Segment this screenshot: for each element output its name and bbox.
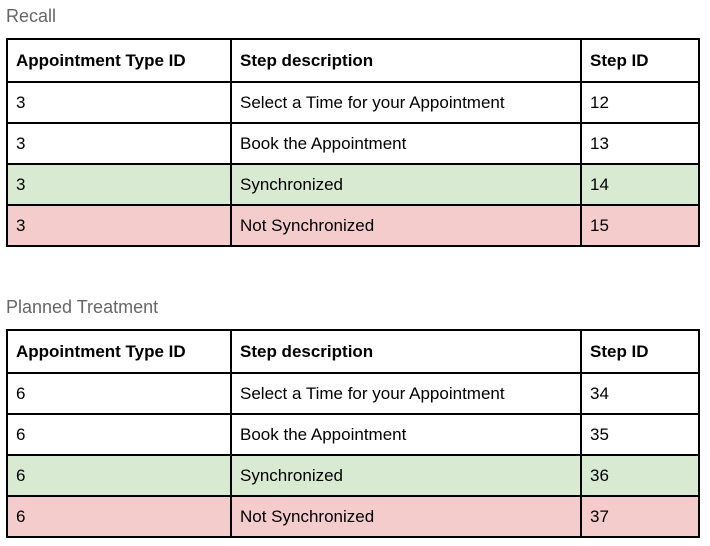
cell-step-id: 35 [581,414,699,455]
planned-treatment-table [6,329,700,538]
table-row-synchronized [7,164,699,205]
cell-step-description: Not Synchronized [231,205,581,246]
table-row-synchronized [7,455,699,496]
table-row [7,123,699,164]
header-appointment-type-id: Appointment Type ID [7,39,231,82]
cell-step-id: 36 [581,455,699,496]
table-row-not-synchronized [7,205,699,246]
cell-step-description: Book the Appointment [231,414,581,455]
cell-step-description: Synchronized [231,164,581,205]
table-row [7,82,699,123]
recall-table [6,38,700,247]
cell-appointment-type-id: 6 [7,373,231,414]
header-appointment-type-id: Appointment Type ID [7,330,231,373]
cell-appointment-type-id: 6 [7,455,231,496]
cell-appointment-type-id: 3 [7,205,231,246]
cell-appointment-type-id: 6 [7,496,231,537]
table-row-not-synchronized [7,496,699,537]
cell-step-id: 13 [581,123,699,164]
header-step-id: Step ID [581,330,699,373]
cell-appointment-type-id: 3 [7,123,231,164]
cell-step-description: Not Synchronized [231,496,581,537]
cell-step-description: Select a Time for your Appointment [231,82,581,123]
cell-step-id: 14 [581,164,699,205]
header-step-id: Step ID [581,39,699,82]
table-row [7,373,699,414]
header-step-description: Step description [231,330,581,373]
cell-appointment-type-id: 6 [7,414,231,455]
section-title-planned-treatment: Planned Treatment [6,297,159,317]
cell-step-id: 34 [581,373,699,414]
cell-appointment-type-id: 3 [7,82,231,123]
table-header-row [7,39,699,82]
cell-step-description: Synchronized [231,455,581,496]
cell-step-id: 37 [581,496,699,537]
header-step-description: Step description [231,39,581,82]
cell-step-description: Select a Time for your Appointment [231,373,581,414]
section-title-recall: Recall [6,6,57,26]
cell-appointment-type-id: 3 [7,164,231,205]
cell-step-description: Book the Appointment [231,123,581,164]
cell-step-id: 12 [581,82,699,123]
table-row [7,414,699,455]
table-header-row [7,330,699,373]
cell-step-id: 15 [581,205,699,246]
